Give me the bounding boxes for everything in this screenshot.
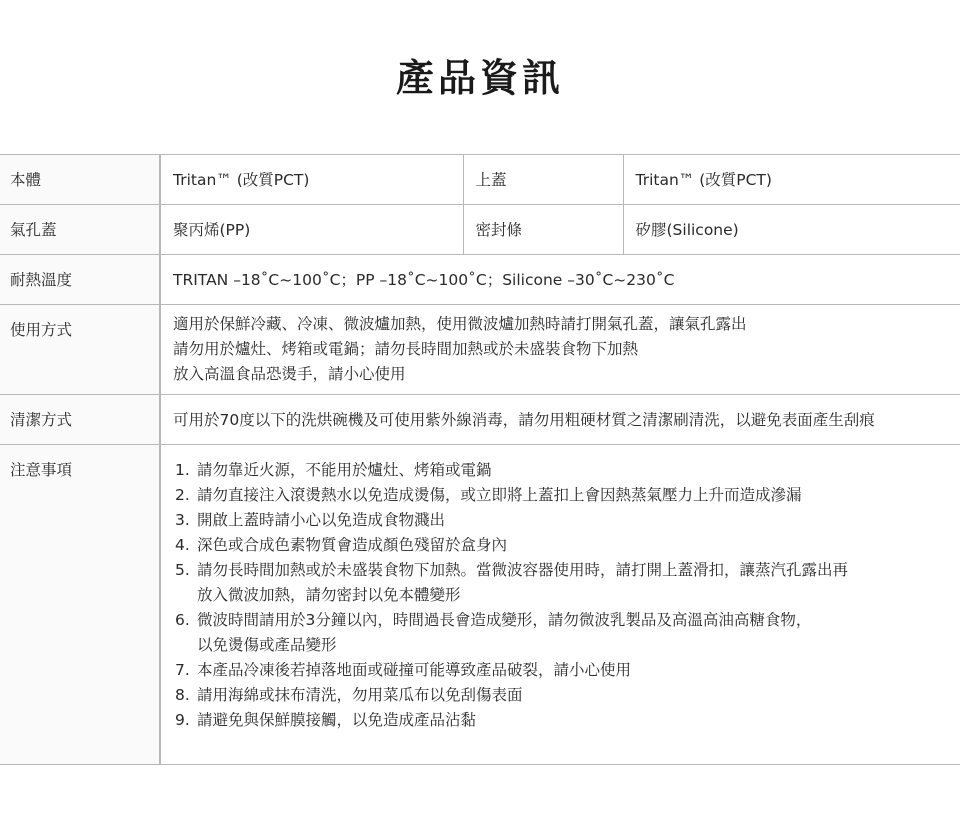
- row-label-lid: 上蓋: [463, 155, 623, 205]
- list-item: 7. 本產品冷凍後若掉落地面或碰撞可能導致產品破裂，請小心使用: [175, 661, 632, 679]
- list-item: 2. 請勿直接注入滾燙熱水以免造成燙傷，或立即將上蓋扣上會因熱蒸氣壓力上升而造成滲漏: [175, 486, 802, 504]
- row-value-heat: TRITAN –18˚C~100˚C；PP –18˚C~100˚C；Silicone –30˚C~230˚C: [160, 255, 960, 305]
- table-row: [0, 395, 960, 445]
- list-item: 8. 請用海綿或抹布清洗，勿用菜瓜布以免刮傷表面: [175, 686, 523, 704]
- row-label-cleaning: 清潔方式: [0, 395, 160, 445]
- row-label-notes: 注意事項: [0, 445, 160, 765]
- table-row: [0, 155, 960, 205]
- table-row: [0, 445, 960, 765]
- row-value-vent-cap: 聚丙烯(PP): [160, 205, 463, 255]
- row-label-vent-cap: 氣孔蓋: [0, 205, 160, 255]
- row-value-usage: [160, 305, 960, 395]
- table-row: [0, 305, 960, 395]
- usage-line: 請勿用於爐灶、烤箱或電鍋；請勿長時間加熱或於未盛裝食物下加熱: [173, 340, 639, 358]
- row-value-notes: [160, 445, 960, 765]
- page-title: 產品資訊: [395, 56, 564, 100]
- row-value-body: Tritan™ (改質PCT): [160, 155, 463, 205]
- row-value-lid: Tritan™ (改質PCT): [623, 155, 960, 205]
- list-item: 6. 微波時間請用於3分鐘以內，時間過長會造成變形，請勿微波乳製品及高溫高油高糖食物， 以免燙傷或產品變形: [175, 611, 812, 654]
- row-label-body: 本體: [0, 155, 160, 205]
- table-row: [0, 255, 960, 305]
- usage-line: 適用於保鮮冷藏、冷凍、微波爐加熱，使用微波爐加熱時請打開氣孔蓋，讓氣孔露出: [173, 315, 747, 333]
- row-label-usage: 使用方式: [0, 305, 160, 395]
- list-item: 9. 請避免與保鮮膜接觸，以免造成產品沾黏: [175, 711, 477, 729]
- row-label-seal: 密封條: [463, 205, 623, 255]
- usage-line: 放入高溫食品恐燙手，請小心使用: [173, 365, 406, 383]
- notes-list: [173, 458, 960, 733]
- row-label-heat: 耐熱溫度: [0, 255, 160, 305]
- list-item: 3. 開啟上蓋時請小心以免造成食物濺出: [175, 511, 446, 529]
- list-item: 4. 深色或合成色素物質會造成顏色殘留於盒身內: [175, 536, 508, 554]
- product-info-table: [0, 154, 960, 765]
- row-value-cleaning: 可用於70度以下的洗烘碗機及可使用紫外線消毒，請勿用粗硬材質之清潔刷清洗，以避免表面產生刮痕: [160, 395, 960, 445]
- list-item: 1. 請勿靠近火源，不能用於爐灶、烤箱或電鍋: [175, 461, 492, 479]
- row-value-seal: 矽膠(Silicone): [623, 205, 960, 255]
- table-row: [0, 205, 960, 255]
- list-item: 5. 請勿長時間加熱或於未盛裝食物下加熱。當微波容器使用時，請打開上蓋滑扣，讓蒸汽孔露出再 放入微波加熱，請勿密封以免本體變形: [175, 561, 849, 604]
